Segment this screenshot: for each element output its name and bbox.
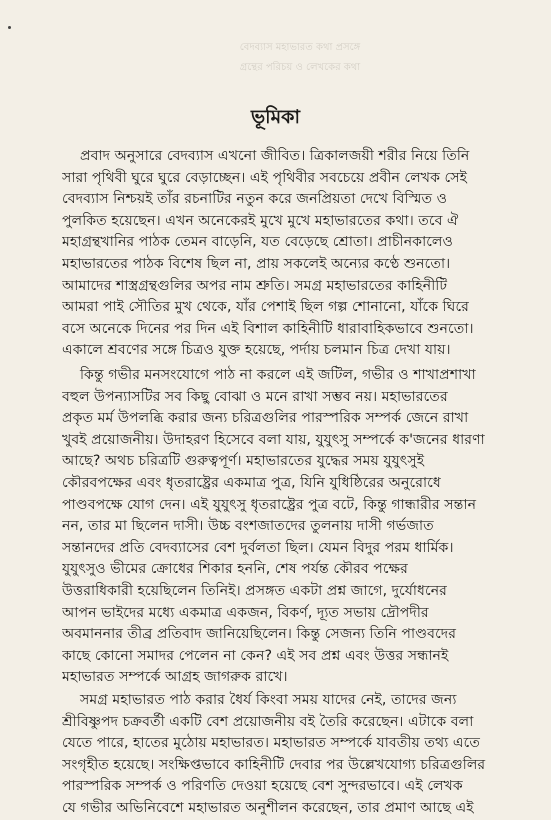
text-line: সংগৃহীত হয়েছে। সংক্ষিপ্তভাবে কাহিনীটি দেবার পর উল্লেখযোগ্য চরিত্রগুলির (62, 756, 486, 773)
text-line: বেদব্যাস নিশ্চয়ই তাঁর রচনাটির নতুন করে জনপ্রিয়তা দেখে বিস্মিত ও (62, 191, 448, 208)
text-line: কাছে কোনো সমাদর পেলেন না কেন? এই সব প্রশ্ন এবং উত্তর সন্ধানই (62, 647, 449, 664)
bleed-through-text (170, 38, 430, 98)
text-line: কৌরবপক্ষের এবং ধৃতরাষ্ট্রের একমাত্র পুত্র, যিনি যুধিষ্ঠিরের অনুরোধে (62, 474, 441, 491)
bleed-line: বেদব্যাস মহাভারত কথা প্রসঙ্গে (239, 42, 361, 53)
text-line: অবমাননার তীব্র প্রতিবাদ জানিয়েছিলেন। কিন্তু সেজন্য তিনি পাণ্ডবদের (62, 626, 457, 643)
text-line: প্রকৃত মর্ম উপলব্ধি করার জন্য চরিত্রগুলির পারস্পরিক সম্পর্ক জেনে রাখা (62, 410, 469, 427)
text-line: সমগ্র মহাভারত পাঠ করার ধৈর্য কিংবা সময় যাদের নেই, তাদের জন্য (80, 692, 457, 708)
text-line: সন্তানদের প্রতি বেদব্যাসের বেশ দুর্বলতা ছিল। যেমন বিদুর পরম ধার্মিক। (62, 539, 454, 556)
text-line: নন, তার মা ছিলেন দাসী। উচ্চ বংশজাতদের তুলনায় দাসী গর্ভজাত (62, 518, 434, 535)
bleed-line: গ্রন্থের পরিচয় ও লেখকের কথা (239, 62, 361, 73)
text-line: কিন্তু গভীর মনসংযোগে পাঠ না করলে এই জটিল, গভীর ও শাখাপ্রশাখা (80, 367, 476, 383)
paragraph-1 (62, 146, 510, 362)
paragraph-2 (62, 365, 510, 689)
text-line: মহাভারত সম্পর্কে আগ্রহ জাগরুক রাখে। (62, 669, 288, 686)
text-line: পুলকিত হয়েছেন। এখন অনেকেরই মুখে মুখে মহাভারতের কথা। তবে ঐ (62, 212, 459, 229)
text-line: যে গভীর অভিনিবেশে মহাভারত অনুশীলন করেছেন, তার প্রমাণ আছে এই (62, 799, 474, 816)
text-line: সারা পৃথিবী ঘুরে ঘুরে বেড়াচ্ছেন। এই পৃথিবীর সবচেয়ে প্রবীন লেখক সেই (62, 169, 468, 186)
text-line: আমরা পাই সৌতির মুখ থেকে, যাঁর পেশাই ছিল গল্প শোনানো, যাঁকে ঘিরে (62, 299, 469, 316)
text-line: মহাভারতের পাঠক বিশেষ ছিল না, প্রায় সকলেই অন্যের কণ্ঠে শুনতো। (62, 255, 451, 272)
text-line: খুবই প্রয়োজনীয়। উদাহরণ হিসেবে বলা যায়, যুযুৎসু সম্পর্কে ক'জনের ধারণা (62, 431, 485, 448)
page-speck (8, 26, 11, 29)
page-heading: ভূমিকা (251, 106, 300, 128)
text-line: বসে অনেকে দিনের পর দিন এই বিশাল কাহিনীটি ধারাবাহিকভাবে শুনতো। (62, 320, 474, 337)
text-line: যেতে পারে, হাতের মুঠোয় মহাভারত। মহাভারত সম্পর্কে যাবতীয় তথ্য এতে (62, 735, 480, 752)
text-line: মহাগ্রন্থখানির পাঠক তেমন বাড়েনি, যত বেড়েছে শ্রোতা। প্রাচীনকালেও (62, 234, 453, 251)
text-line: পারস্পরিক সম্পর্ক ও পরিণতি দেওয়া হয়েছে বেশ সুন্দরভাবে। এই লেখক (62, 778, 463, 795)
text-line: যুযুৎসুও ভীমের ক্রোধের শিকার হননি, শেষ পর্যন্ত কৌরব পক্ষের (62, 561, 408, 578)
text-line: আমাদের শাস্ত্রগ্রন্থগুলির অপর নাম শ্রুতি। সমগ্র মহাভারতের কাহিনীটি (62, 277, 448, 294)
text-line: প্রবাদ অনুসারে বেদব্যাস এখনো জীবিত। ত্রিকালজয়ী শরীর নিয়ে তিনি (80, 148, 470, 164)
text-line: একালে শ্রবণের সঙ্গে চিত্রও যুক্ত হয়েছে, পর্দায় চলমান চিত্র দেখা যায়। (62, 342, 451, 359)
text-line: আপন ভাইদের মধ্যে একমাত্র একজন, বিকর্ণ, দ্যূত সভায় দ্রৌপদীর (62, 604, 429, 621)
text-line: বহুল উপন্যাসটির সব কিছু বোঝা ও মনে রাখা সম্ভব নয়। মহাভারতের (62, 388, 448, 405)
paragraph-3 (62, 690, 510, 820)
text-line: পাণ্ডবপক্ষে যোগ দেন। এই যুযুৎসু ধৃতরাষ্ট্রের পুত্র বটে, কিন্তু গান্ধারীর সন্তান (62, 496, 477, 513)
text-line: শ্রীবিষ্ণুপদ চক্রবর্তী একটি বেশ প্রয়োজনীয় বই তৈরি করেছেন। এটাকে বলা (62, 713, 474, 730)
text-line: আছে? অথচ চরিত্রটি গুরুত্বপূর্ণ। মহাভারতের যুদ্ধের সময় যুযুৎসুই (62, 453, 425, 470)
text-line: উত্তরাধিকারী হয়েছিলেন তিনিই। প্রসঙ্গত একটা প্রশ্ন জাগে, দুর্যোধনের (62, 582, 447, 599)
